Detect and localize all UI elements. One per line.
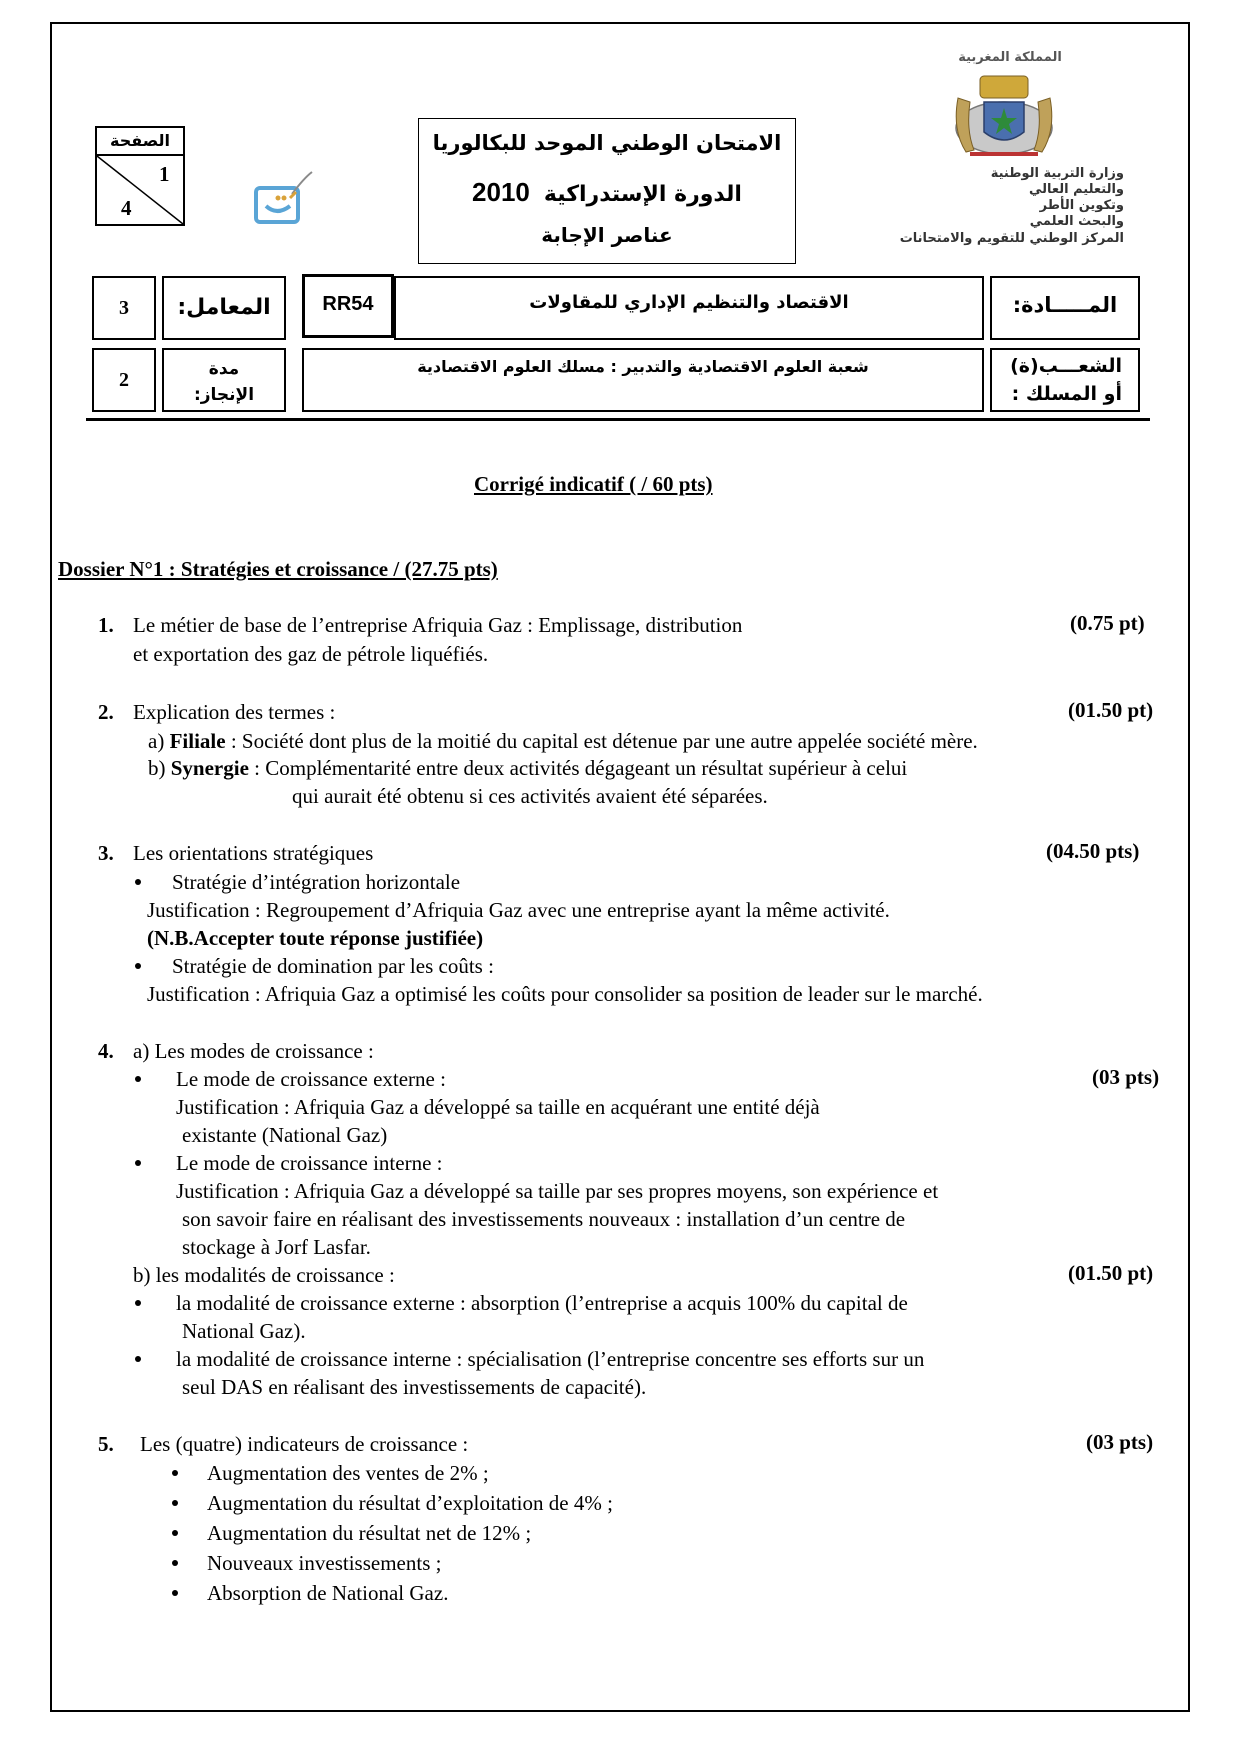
q1-line2: et exportation des gaz de pétrole liquéfiés. xyxy=(133,642,489,666)
page-diagonal xyxy=(97,156,183,224)
q2-b-term: Synergie xyxy=(170,756,249,780)
branch-label-1: الشعـــب(ة) xyxy=(1010,355,1122,377)
bullet xyxy=(172,1560,178,1566)
exam-year: 2010 xyxy=(472,177,530,207)
q2-a-term: Filiale xyxy=(169,729,226,753)
bullet xyxy=(135,1300,141,1306)
bullet xyxy=(135,1076,141,1082)
code-cell xyxy=(302,274,394,338)
q2-b-label: b) xyxy=(148,756,166,780)
q5-item: Absorption de National Gaz. xyxy=(207,1581,449,1605)
q4-a-intro: a) Les modes de croissance : xyxy=(133,1039,374,1063)
q4-m2: Le mode de croissance interne : xyxy=(176,1151,443,1175)
bullet xyxy=(135,1356,141,1362)
q4-b-intro: b) les modalités de croissance : xyxy=(133,1263,395,1287)
q1-number: 1. xyxy=(98,613,114,637)
q4-a-points: (03 pts) xyxy=(1092,1065,1160,1089)
duration-value: 2 xyxy=(119,369,129,391)
q5-points: (03 pts) xyxy=(1086,1430,1154,1454)
ministry-block xyxy=(884,166,1124,248)
page-current: 1 xyxy=(159,162,170,186)
royal-emblem-icon xyxy=(944,70,1064,162)
page-total: 4 xyxy=(121,196,132,220)
q2-a-label: a) xyxy=(148,729,165,753)
ministry-line-1: وزارة التربية الوطنية xyxy=(990,166,1124,181)
q2-a-text: : Société dont plus de la moitié du capital est détenue par une autre appelée société mère. xyxy=(225,729,978,753)
q4-d1-2: National Gaz). xyxy=(182,1319,306,1343)
bullet xyxy=(172,1590,178,1596)
session-label: الدورة الإستدراكية xyxy=(543,182,742,207)
q2-b xyxy=(148,754,907,782)
bullet xyxy=(172,1500,178,1506)
q4-number: 4. xyxy=(98,1039,114,1063)
page-label: الصفحة xyxy=(109,131,170,150)
q2-b-text2: qui aurait été obtenu si ces activités avaient été séparées. xyxy=(292,784,768,808)
doc-title: Corrigé indicatif ( / 60 pts) xyxy=(474,472,713,496)
center-name: المركز الوطني للتقويم والامتحانات xyxy=(899,231,1124,246)
duration-label-2: الإنجاز: xyxy=(193,385,255,405)
duration-label-1: مدة xyxy=(208,359,240,379)
q4-d2-1: la modalité de croissance interne : spécialisation (l’entreprise concentre ses efforts sur un xyxy=(176,1347,925,1371)
answer-elements: عناصر الإجابة xyxy=(541,223,673,247)
page-label-box xyxy=(95,126,185,156)
bullet xyxy=(135,963,141,969)
q4-m1-just1: Justification : Afriquia Gaz a développé sa taille en acquérant une entité déjà xyxy=(176,1095,820,1119)
q2-number: 2. xyxy=(98,700,114,724)
q4-d2-2: seul DAS en réalisant des investissements de capacité). xyxy=(182,1375,647,1399)
subject-label-cell xyxy=(990,276,1140,340)
cnee-logo-icon xyxy=(252,168,318,228)
bullet xyxy=(172,1470,178,1476)
header-rule xyxy=(86,418,1150,421)
q5-item: Augmentation du résultat net de 12% ; xyxy=(207,1521,532,1545)
q4-m2-just1: Justification : Afriquia Gaz a développé sa taille par ses propres moyens, son expérience et xyxy=(176,1179,939,1203)
q4-m1-just2: existante (National Gaz) xyxy=(182,1123,388,1147)
q5-item: Nouveaux investissements ; xyxy=(207,1551,442,1575)
bullet xyxy=(172,1530,178,1536)
q2-b-text: : Complémentarité entre deux activités dégageant un résultat supérieur à celui xyxy=(248,756,908,780)
q3-points: (04.50 pts) xyxy=(1046,839,1140,863)
subject-cell xyxy=(394,276,984,340)
q1-line1: Le métier de base de l’entreprise Afriquia Gaz : Emplissage, distribution xyxy=(133,613,743,637)
q4-m2-just2: son savoir faire en réalisant des investissements nouveaux : installation d’un centre de xyxy=(182,1207,906,1231)
q2-a xyxy=(148,727,978,755)
coef-label: المعامل: xyxy=(177,295,271,320)
ministry-line-2: والتعليم العالي xyxy=(1029,182,1124,197)
bullet xyxy=(135,1160,141,1166)
q2-points: (01.50 pt) xyxy=(1068,698,1154,722)
q5-number: 5. xyxy=(98,1432,114,1456)
session-line xyxy=(419,177,795,208)
coef-value-cell xyxy=(92,276,156,340)
kingdom-label: المملكة المغربية xyxy=(958,50,1062,65)
q5-item: Augmentation des ventes de 2% ; xyxy=(207,1461,489,1485)
q4-d1-1: la modalité de croissance externe : absorption (l’entreprise a acquis 100% du capital de xyxy=(176,1291,908,1315)
q3-s2: Stratégie de domination par les coûts : xyxy=(172,954,494,978)
q4-m2-just3: stockage à Jorf Lasfar. xyxy=(182,1235,371,1259)
q5-item: Augmentation du résultat d’exploitation de 4% ; xyxy=(207,1491,613,1515)
branch-label-cell xyxy=(990,348,1140,412)
subject-code: RR54 xyxy=(322,293,374,315)
dossier-title: Dossier N°1 : Stratégies et croissance / (27.75 pts) xyxy=(58,557,498,581)
q3-s2-just: Justification : Afriquia Gaz a optimisé les coûts pour consolider sa position de leader sur le marché. xyxy=(147,982,983,1006)
subject-name: الاقتصاد والتنظيم الإداري للمقاولات xyxy=(529,292,849,313)
branch-cell xyxy=(302,348,984,412)
q4-b-points: (01.50 pt) xyxy=(1068,1261,1154,1285)
q1-points: (0.75 pt) xyxy=(1070,611,1145,635)
branch-label-2: أو المسلك : xyxy=(1011,383,1122,405)
q5-intro: Les (quatre) indicateurs de croissance : xyxy=(140,1432,469,1456)
q3-note: (N.B.Accepter toute réponse justifiée) xyxy=(147,926,484,950)
q3-number: 3. xyxy=(98,841,114,865)
page-number-box xyxy=(95,154,185,226)
exam-title: الامتحان الوطني الموحد للبكالوريا xyxy=(432,131,782,155)
duration-label-cell xyxy=(162,348,286,412)
subject-label: المـــــادة: xyxy=(1012,293,1118,317)
q4-m1: Le mode de croissance externe : xyxy=(176,1067,446,1091)
exam-title-box xyxy=(418,118,796,264)
q2-intro: Explication des termes : xyxy=(133,700,336,724)
q3-intro: Les orientations stratégiques xyxy=(133,841,374,865)
coef-label-cell xyxy=(162,276,286,340)
branch-name: شعبة العلوم الاقتصادية والتدبير : مسلك العلوم الاقتصادية xyxy=(417,357,869,376)
ministry-line-4: والبحث العلمي xyxy=(1029,214,1124,229)
coef-value: 3 xyxy=(119,297,129,319)
q3-s1: Stratégie d’intégration horizontale xyxy=(172,870,461,894)
duration-value-cell xyxy=(92,348,156,412)
bullet xyxy=(135,879,141,885)
q3-s1-just: Justification : Regroupement d’Afriquia Gaz avec une entreprise ayant la même activité. xyxy=(147,898,890,922)
ministry-line-3: وتكوين الأطر xyxy=(1039,198,1124,213)
